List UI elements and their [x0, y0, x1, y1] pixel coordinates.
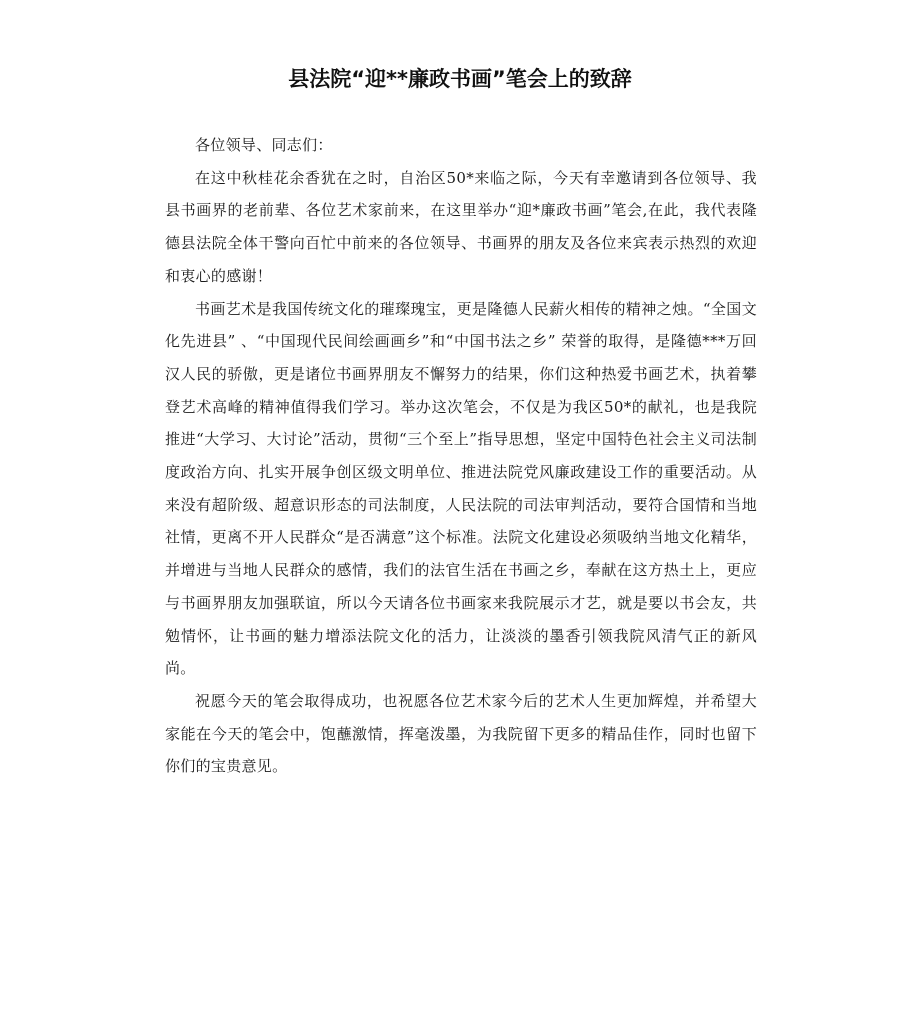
main-paragraph: 书画艺术是我国传统文化的璀璨瑰宝，更是隆德人民薪火相传的精神之烛。“全国文化先进县” 、“中国现代民间绘画画乡”和“中国书法之乡” 荣誉的取得，是隆德***万回汉人民的骄傲，更是诸位书画界朋友不懈努力的结果，你们这种热爱书画艺术，执着攀登艺术高峰的精神值得我们学习。举办这次笔会，不仅是为我区50*的献礼，也是我院推进“大学习、大讨论”活动，贯彻“三个至上”指导思想，坚定中国特色社会主义司法制度政治方向、扎实开展争创区级文明单位、推进法院党风廉政建设工作的重要活动。从来没有超阶级、超意识形态的司法制度，人民法院的司法审判活动，要符合国情和当地社情，更离不开人民群众“是否满意”这个标准。法院文化建设必须吸纳当地文化精华，并增进与当地人民群众的感情，我们的法官生活在书画之乡，奉献在这方热土上，更应与书画界朋友加强联谊，所以今天请各位书画家来我院展示才艺，就是要以书会友，共勉情怀，让书画的魅力增添法院文化的活力，让淡淡的墨香引领我院风清气正的新风尚。: [165, 299, 757, 678]
welcome-paragraph: 在这中秋桂花余香犹在之时，自治区50*来临之际，今天有幸邀请到各位领导、我县书画界的老前辈、各位艺术家前来，在这里举办“迎*廉政书画”笔会,在此，我代表隆德县法院全体干警向百忙中前来的各位领导、书画界的朋友及各位来宾表示热烈的欢迎和衷心的感谢！: [165, 168, 757, 285]
closing-paragraph: 祝愿今天的笔会取得成功，也祝愿各位艺术家今后的艺术人生更加辉煌，并希望大家能在今天的笔会中，饱蘸激情，挥毫泼墨，为我院留下更多的精品佳作，同时也留下你们的宝贵意见。: [165, 691, 757, 776]
document-body: [165, 129, 757, 783]
document-title: 县法院“迎**廉政书画”笔会上的致辞: [288, 67, 632, 91]
salutation-paragraph: 各位领导、同志们：: [195, 136, 333, 154]
